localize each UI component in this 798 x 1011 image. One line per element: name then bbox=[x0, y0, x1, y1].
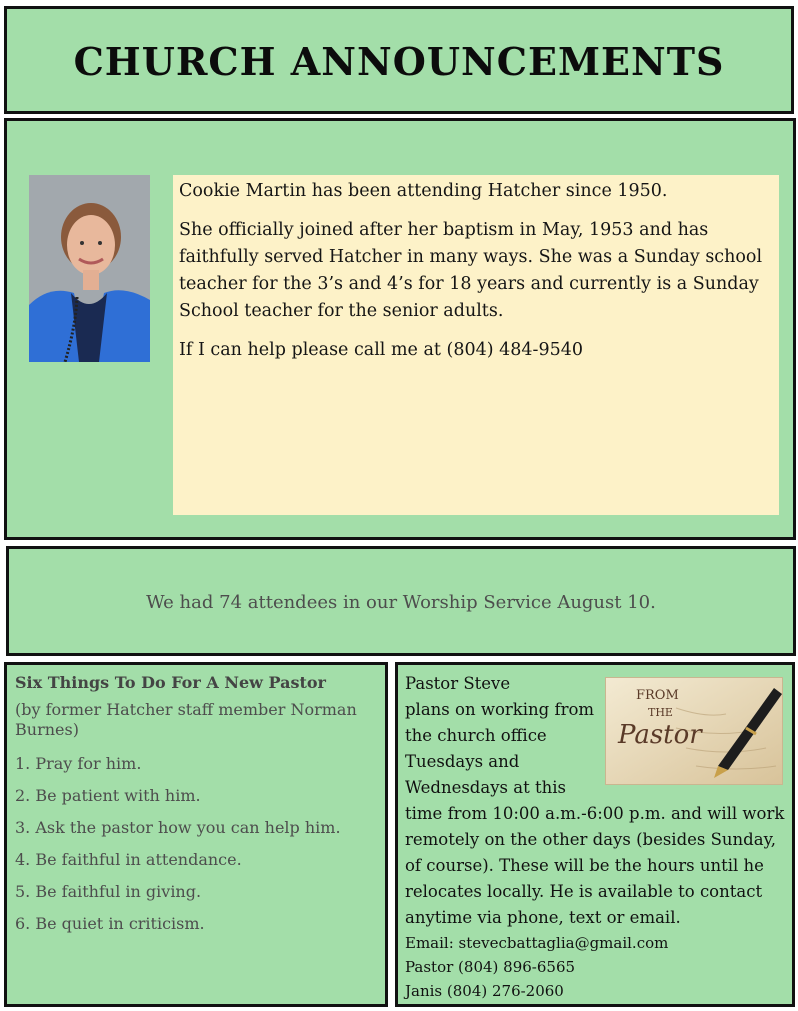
from-the-pastor-image bbox=[605, 677, 783, 785]
member-portrait-image bbox=[29, 175, 150, 362]
attendance-section bbox=[6, 546, 796, 656]
member-photo bbox=[29, 175, 150, 362]
list-item: 6. Be quiet in criticism. bbox=[15, 914, 205, 933]
schedule-line: Wednesdays at this bbox=[405, 778, 566, 797]
list-item: 2. Be patient with him. bbox=[15, 786, 201, 805]
janis-phone[interactable]: Janis (804) 276-2060 bbox=[405, 982, 564, 1000]
schedule-details: time from 10:00 a.m.-6:00 p.m. and will work remotely on the other days (besides Sunday, of course). These will be the hours until he relocates locally. He is available to contact anytime via phone, text or email. bbox=[405, 804, 785, 927]
member-profile-section bbox=[4, 118, 796, 540]
list-item: 3. Ask the pastor how you can help him. bbox=[15, 818, 341, 837]
bio-contact: If I can help please call me at (804) 484-9540 bbox=[179, 340, 583, 360]
page-title: CHURCH ANNOUNCEMENTS bbox=[73, 39, 725, 84]
schedule-line: plans on working from bbox=[405, 700, 595, 719]
bio-intro: Cookie Martin has been attending Hatcher since 1950. bbox=[179, 181, 668, 201]
schedule-line: Tuesdays and bbox=[405, 752, 520, 771]
tips-list bbox=[15, 748, 377, 940]
pastor-phone[interactable]: Pastor (804) 896-6565 bbox=[405, 958, 576, 976]
pastor-label: Pastor bbox=[618, 720, 702, 750]
list-item: 4. Be faithful in attendance. bbox=[15, 850, 242, 869]
pastor-schedule-section bbox=[395, 662, 795, 1007]
list-item: 1. Pray for him. bbox=[15, 754, 142, 773]
member-bio bbox=[173, 175, 779, 515]
tips-title: Six Things To Do For A New Pastor bbox=[15, 673, 326, 692]
the-label: THE bbox=[648, 706, 673, 719]
pastor-email[interactable]: Email: stevecbattaglia@gmail.com bbox=[405, 934, 669, 952]
bio-service: She officially joined after her baptism in May, 1953 and has faithfully served Hatcher in many ways. She was a Sunday school teacher for the 3’s and 4’s for 18 years and currently is a Sunday School teacher for the senior adults. bbox=[179, 220, 763, 321]
new-pastor-tips-section bbox=[4, 662, 388, 1007]
list-item: 5. Be faithful in giving. bbox=[15, 882, 202, 901]
pastor-contact bbox=[405, 931, 785, 1003]
tips-subtitle: (by former Hatcher staff member Norman Burnes) bbox=[15, 700, 357, 739]
from-label: FROM bbox=[636, 688, 679, 703]
pastor-name: Pastor Steve bbox=[405, 674, 511, 693]
attendance-text: We had 74 attendees in our Worship Service August 10. bbox=[146, 592, 656, 613]
schedule-line: the church office bbox=[405, 726, 547, 745]
header-banner bbox=[4, 6, 794, 114]
